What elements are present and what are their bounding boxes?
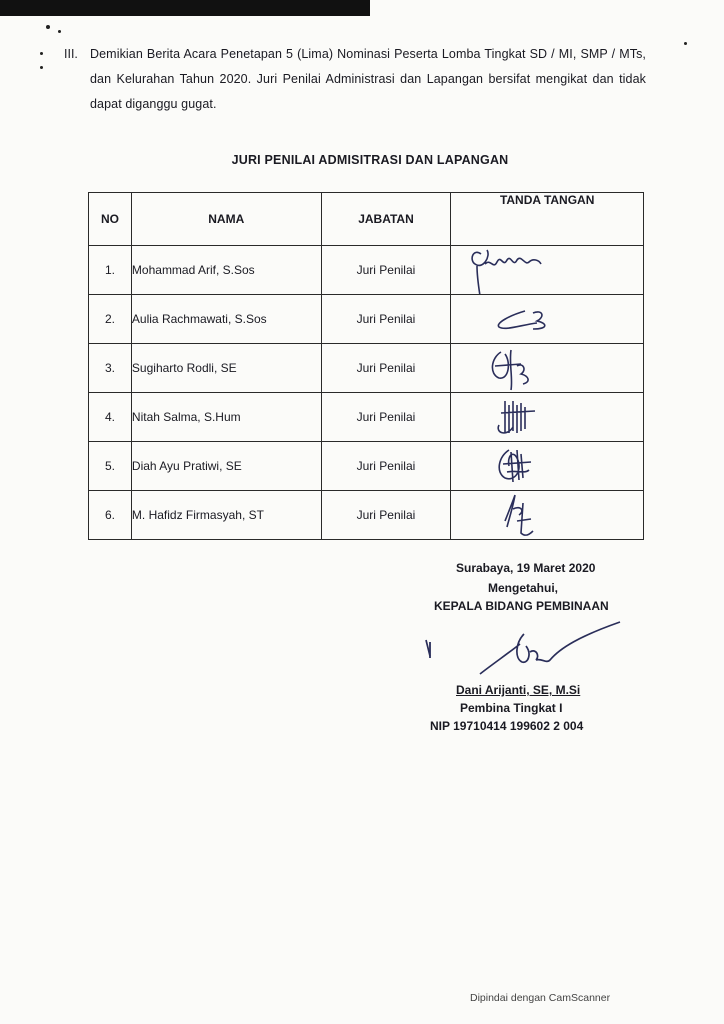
scan-speck xyxy=(40,52,43,55)
signature-cell xyxy=(451,295,644,344)
row-name: Nitah Salma, S.Hum xyxy=(131,393,321,442)
row-position: Juri Penilai xyxy=(321,295,451,344)
acknowledged-label: Mengetahui, xyxy=(488,581,559,595)
signature-5 xyxy=(451,442,644,490)
table-row xyxy=(89,295,644,344)
table-title: JURI PENILAI ADMISITRASI DAN LAPANGAN xyxy=(231,153,509,167)
scan-speck xyxy=(58,30,61,33)
place-date: Surabaya, 19 Maret 2020 xyxy=(456,561,596,575)
row-number: 3. xyxy=(89,344,132,393)
table-header-row xyxy=(89,193,644,246)
row-position: Juri Penilai xyxy=(321,393,451,442)
row-number: 4. xyxy=(89,393,132,442)
scan-edge-bar xyxy=(0,0,370,16)
paragraph-number: III. xyxy=(64,47,78,61)
signatory-nip: NIP 19710414 199602 2 004 xyxy=(430,719,584,733)
row-number: 1. xyxy=(89,246,132,295)
jury-table xyxy=(88,192,644,540)
table-row xyxy=(89,393,644,442)
row-name: Diah Ayu Pratiwi, SE xyxy=(131,442,321,491)
scan-speck xyxy=(46,25,50,29)
header-nama: NAMA xyxy=(131,193,321,246)
table-row xyxy=(89,344,644,393)
signature-4 xyxy=(451,393,644,441)
scan-speck xyxy=(40,66,43,69)
position-title: KEPALA BIDANG PEMBINAAN xyxy=(434,599,609,613)
row-position: Juri Penilai xyxy=(321,246,451,295)
row-name: M. Hafidz Firmasyah, ST xyxy=(131,491,321,540)
row-number: 2. xyxy=(89,295,132,344)
signature-3 xyxy=(451,344,644,392)
signatory-name: Dani Arijanti, SE, M.Si xyxy=(456,683,581,697)
scanner-watermark: Dipindai dengan CamScanner xyxy=(470,992,611,1004)
row-name: Aulia Rachmawati, S.Sos xyxy=(131,295,321,344)
row-number: 5. xyxy=(89,442,132,491)
signature-cell xyxy=(451,393,644,442)
signature-cell xyxy=(451,344,644,393)
table-row xyxy=(89,442,644,491)
signature-1 xyxy=(451,246,644,294)
header-jabatan: JABATAN xyxy=(321,193,451,246)
table-row xyxy=(89,246,644,295)
signature-2 xyxy=(451,295,644,343)
signature-cell xyxy=(451,491,644,540)
signature-cell xyxy=(451,442,644,491)
row-name: Sugiharto Rodli, SE xyxy=(131,344,321,393)
signatory-rank: Pembina Tingkat I xyxy=(460,701,563,715)
table-row xyxy=(89,491,644,540)
row-number: 6. xyxy=(89,491,132,540)
signature-cell xyxy=(451,246,644,295)
closing-paragraph: Demikian Berita Acara Penetapan 5 (Lima) Nominasi Peserta Lomba Tingkat SD / MI, SMP / MTs, dan Kelurahan Tahun 2020. Juri Penilai Administrasi dan Lapangan bersifat mengikat dan tidak dapat diganggu gugat. xyxy=(90,47,646,111)
header-no: NO xyxy=(89,193,132,246)
row-position: Juri Penilai xyxy=(321,491,451,540)
row-name: Mohammad Arif, S.Sos xyxy=(131,246,321,295)
scan-speck xyxy=(684,42,687,45)
row-position: Juri Penilai xyxy=(321,442,451,491)
header-tanda-tangan: TANDA TANGAN xyxy=(451,193,644,246)
row-position: Juri Penilai xyxy=(321,344,451,393)
signature-6 xyxy=(451,491,644,539)
